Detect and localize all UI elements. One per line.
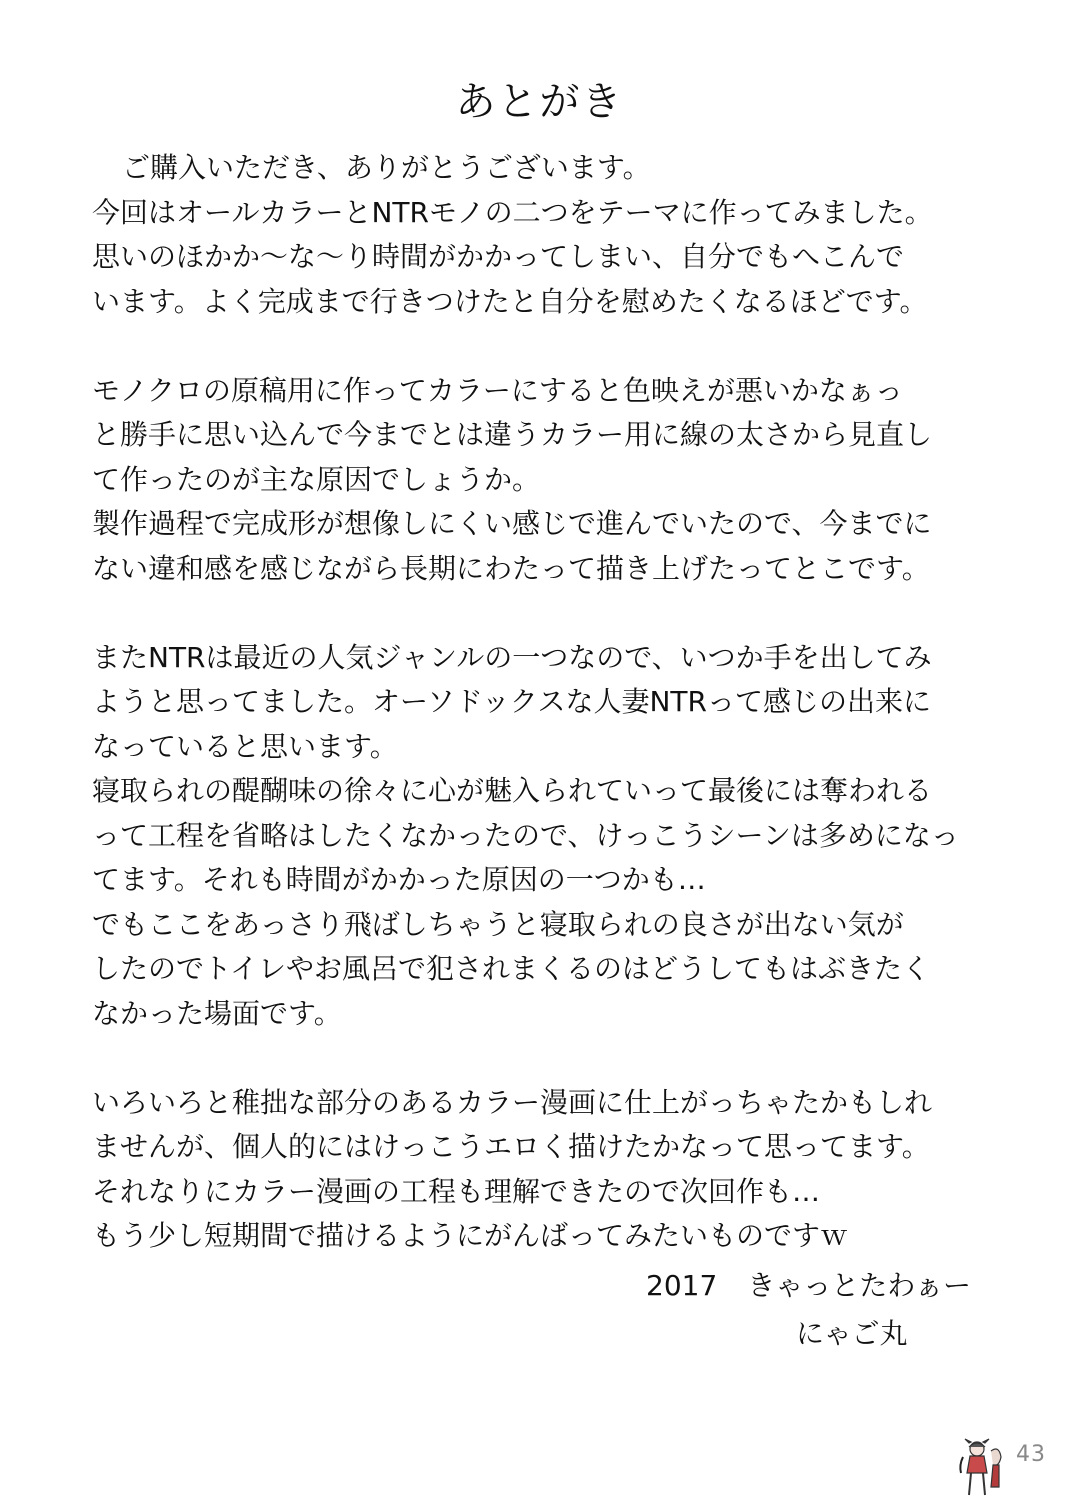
text-line: 寝取られの醍醐味の徐々に心が魅入られていって最後には奪われる xyxy=(92,774,933,807)
text-line: います。よく完成まで行きつけたと自分を慰めたくなるほどです。 xyxy=(92,284,928,318)
text-line: モノクロの原稿用に作ってカラーにすると色映えが悪いかなぁっ xyxy=(92,373,903,407)
text-line: なっていると思います。 xyxy=(92,729,398,763)
page-number: 43 xyxy=(1016,1442,1046,1467)
text-line: 今回はオールカラーとNTRモノの二つをテーマに作ってみました。 xyxy=(92,195,933,229)
text-line: いろいろと稚拙な部分のあるカラー漫画に仕上がっちゃたかもしれ xyxy=(92,1085,933,1119)
text-line: でもここをあっさり飛ばしちゃうと寝取られの良さが出ない気が xyxy=(92,907,904,941)
afterword-body xyxy=(92,146,1052,1259)
text-line: って工程を省略はしたくなかったので、けっこうシーンは多めになっ xyxy=(92,818,959,852)
paragraph-spacer xyxy=(92,324,1052,369)
text-line: それなりにカラー漫画の工程も理解できたので次回作も… xyxy=(92,1174,821,1208)
circle-name: きゃっとたわぁー xyxy=(747,1269,971,1302)
text-line: てます。それも時間がかかった原因の一つかも… xyxy=(92,863,706,896)
text-line: なかった場面です。 xyxy=(92,996,342,1030)
text-line: ご購入いただき、ありがとうございます。 xyxy=(122,151,651,184)
paragraph-spacer xyxy=(92,1036,1052,1081)
text-line: ない違和感を感じながら長期にわたって描き上げたってとこです。 xyxy=(92,551,930,585)
signature xyxy=(646,1262,971,1358)
author-name: にゃご丸 xyxy=(796,1317,908,1350)
text-line: ようと思ってました。オーソドックスな人妻NTRって感じの出来に xyxy=(92,685,931,718)
text-line: もう少し短期間で描けるようにがんばってみたいものですｗ xyxy=(92,1219,849,1252)
signature-line-circle xyxy=(646,1262,971,1310)
mascot-illustration xyxy=(955,1437,1009,1497)
text-line: と勝手に思い込んで今までとは違うカラー用に線の太さから見直し xyxy=(92,418,933,451)
text-line: ませんが、個人的にはけっこうエロく描けたかなって思ってます。 xyxy=(92,1130,930,1163)
text-line: て作ったのが主な原因でしょうか。 xyxy=(92,462,541,496)
signature-year: 2017 xyxy=(646,1269,718,1302)
page-title: あとがき xyxy=(455,79,624,125)
paragraph-spacer xyxy=(92,591,1052,636)
text-line: 思いのほかか～な～り時間がかかってしまい、自分でもへこんで xyxy=(92,240,905,273)
text-line: 製作過程で完成形が想像しにくい感じで進んでいたので、今までに xyxy=(92,507,932,540)
text-line: またNTRは最近の人気ジャンルの一つなので、いつか手を出してみ xyxy=(92,640,932,674)
text-line: したのでトイレやお風呂で犯されまくるのはどうしてもはぶきたく xyxy=(92,952,931,985)
